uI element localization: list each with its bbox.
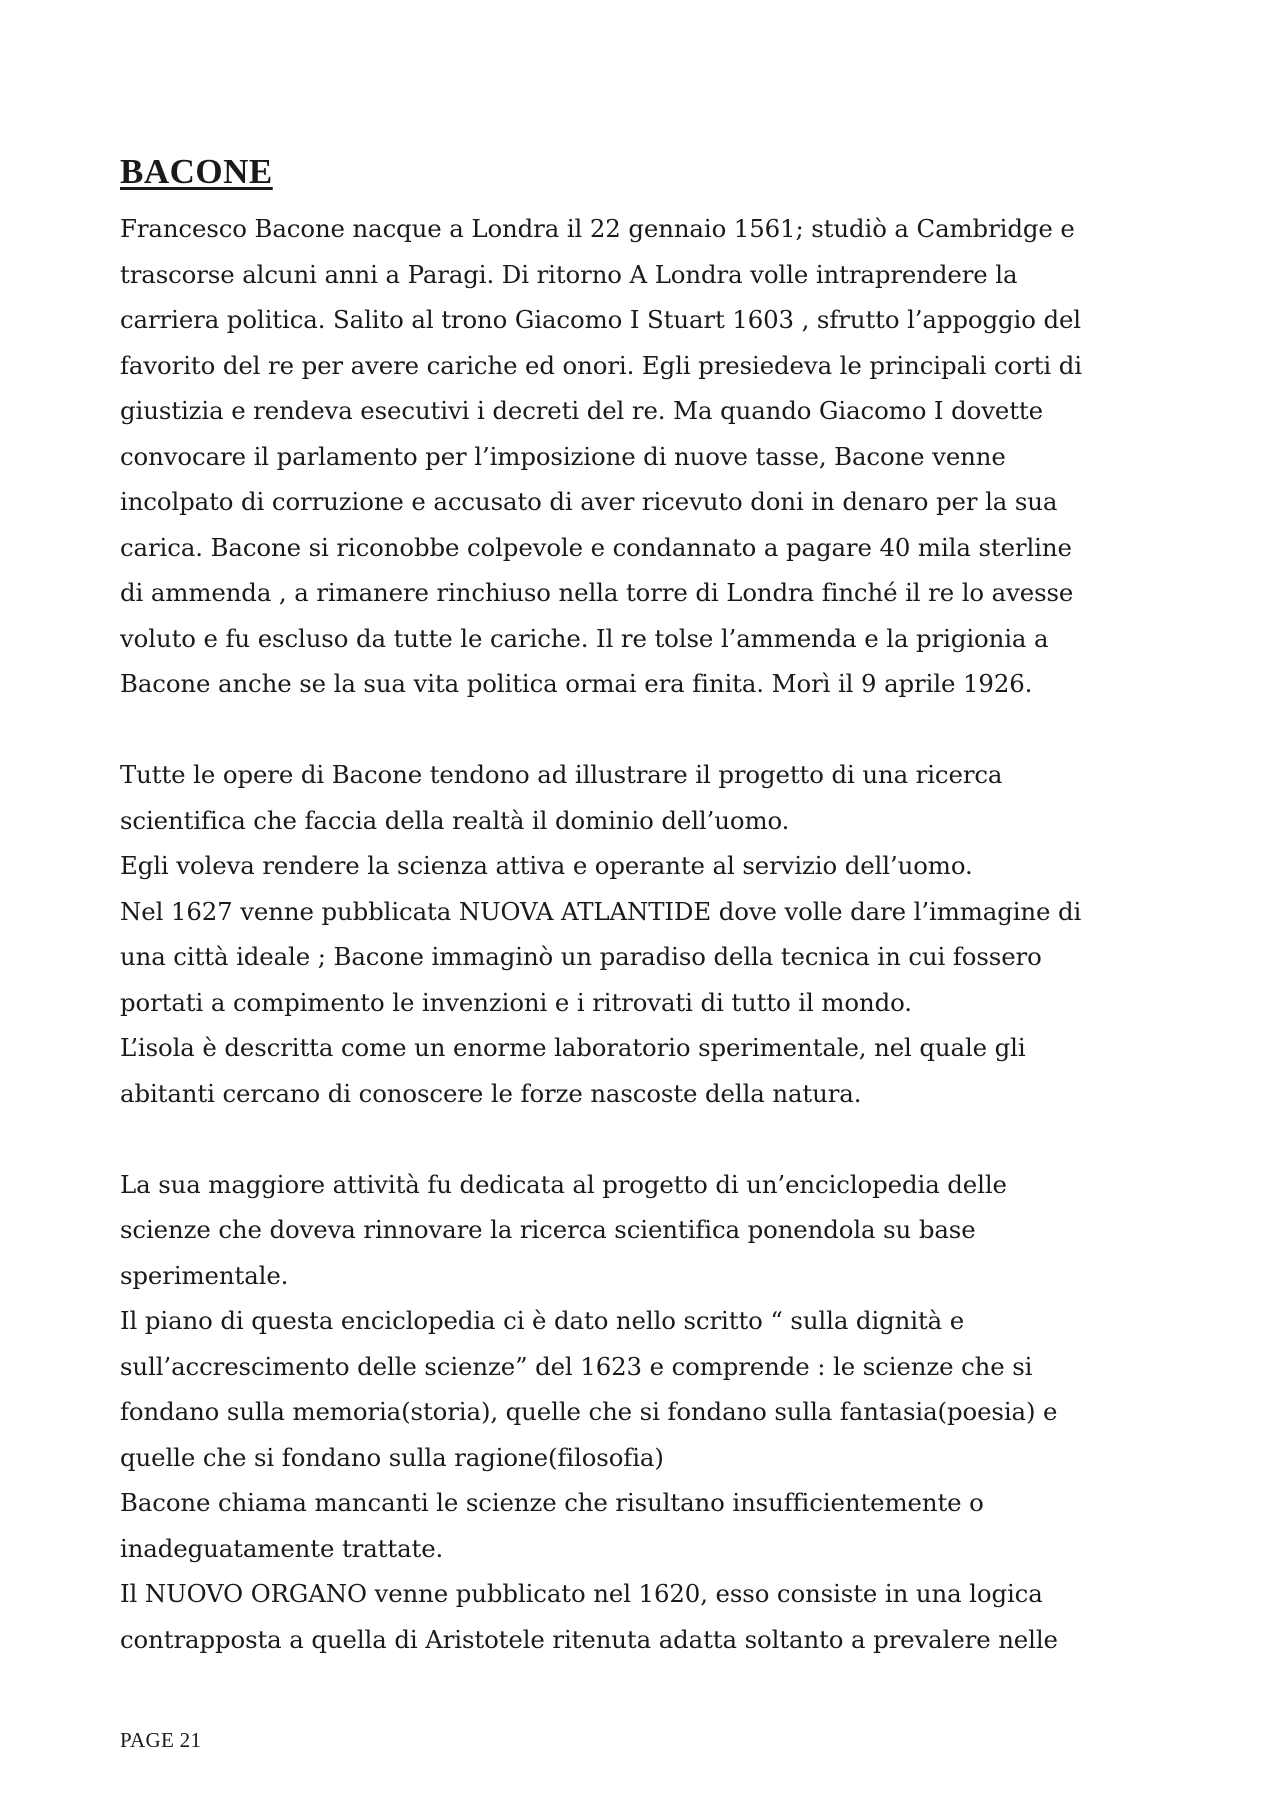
- text-line: Bacone anche se la sua vita politica ormai era finita. Morì il 9 aprile 1926.: [120, 669, 1033, 698]
- text-line: abitanti cercano di conoscere le forze nascoste della natura.: [120, 1078, 862, 1108]
- text-line: incolpato di corruzione e accusato di aver ricevuto doni in denaro per la sua: [120, 487, 1058, 516]
- paragraph-spacer: [120, 1116, 1200, 1162]
- text-line: di ammenda , a rimanere rinchiuso nella torre di Londra finché il re lo avesse: [120, 578, 1074, 607]
- text-line: Bacone chiama mancanti le scienze che risultano insufficientemente o: [120, 1488, 984, 1517]
- text-line: inadeguatamente trattate.: [120, 1533, 444, 1563]
- text-line: scientifica che faccia della realtà il dominio dell’uomo.: [120, 805, 790, 835]
- text-line: Il piano di questa enciclopedia ci è dato nello scritto “ sulla dignità e: [120, 1306, 965, 1335]
- text-line: una città ideale ; Bacone immaginò un paradiso della tecnica in cui fossero: [120, 942, 1042, 971]
- text-line: giustizia e rendeva esecutivi i decreti del re. Ma quando Giacomo I dovette: [120, 396, 1043, 425]
- text-line: contrapposta a quella di Aristotele ritenuta adatta soltanto a prevalere nelle: [120, 1624, 1058, 1654]
- text-line: favorito del re per avere cariche ed onori. Egli presiedeva le principali corti di: [120, 350, 1082, 380]
- text-line: quelle che si fondano sulla ragione(filosofia): [120, 1442, 664, 1472]
- text-line: La sua maggiore attività fu dedicata al progetto di un’enciclopedia delle: [120, 1169, 1007, 1199]
- page-title: BACONE: [120, 152, 273, 191]
- paragraph-1: [120, 206, 1200, 707]
- text-line: scienze che doveva rinnovare la ricerca scientifica ponendola su base: [120, 1215, 976, 1244]
- page-number-footer: PAGE 21: [120, 1728, 202, 1752]
- text-line: Francesco Bacone nacque a Londra il 22 gennaio 1561; studiò a Cambridge e: [120, 214, 1075, 243]
- text-line: sperimentale.: [120, 1260, 289, 1290]
- text-line: convocare il parlamento per l’imposizione di nuove tasse, Bacone venne: [120, 441, 1006, 471]
- text-line: voluto e fu escluso da tutte le cariche. Il re tolse l’ammenda e la prigionia a: [120, 623, 1049, 653]
- text-line: portati a compimento le invenzioni e i ritrovati di tutto il mondo.: [120, 987, 912, 1017]
- text-line: Egli voleva rendere la scienza attiva e operante al servizio dell’uomo.: [120, 851, 973, 880]
- document-body: [120, 206, 1200, 1662]
- text-line: fondano sulla memoria(storia), quelle che si fondano sulla fantasia(poesia) e: [120, 1397, 1058, 1426]
- paragraph-3: [120, 1162, 1200, 1663]
- text-line: Tutte le opere di Bacone tendono ad illustrare il progetto di una ricerca: [120, 760, 1003, 789]
- text-line: sull’accrescimento delle scienze” del 1623 e comprende : le scienze che si: [120, 1351, 1033, 1381]
- text-line: carica. Bacone si riconobbe colpevole e condannato a pagare 40 mila sterline: [120, 532, 1072, 562]
- paragraph-spacer: [120, 707, 1200, 753]
- paragraph-2: [120, 752, 1200, 1116]
- text-line: Il NUOVO ORGANO venne pubblicato nel 1620, esso consiste in una logica: [120, 1579, 1043, 1608]
- text-line: carriera politica. Salito al trono Giacomo I Stuart 1603 , sfrutto l’appoggio del: [120, 305, 1081, 334]
- text-line: Nel 1627 venne pubblicata NUOVA ATLANTIDE dove volle dare l’immagine di: [120, 896, 1082, 926]
- text-line: L’isola è descritta come un enorme laboratorio sperimentale, nel quale gli: [120, 1033, 1026, 1062]
- text-line: trascorse alcuni anni a Paragi. Di ritorno A Londra volle intraprendere la: [120, 259, 1018, 289]
